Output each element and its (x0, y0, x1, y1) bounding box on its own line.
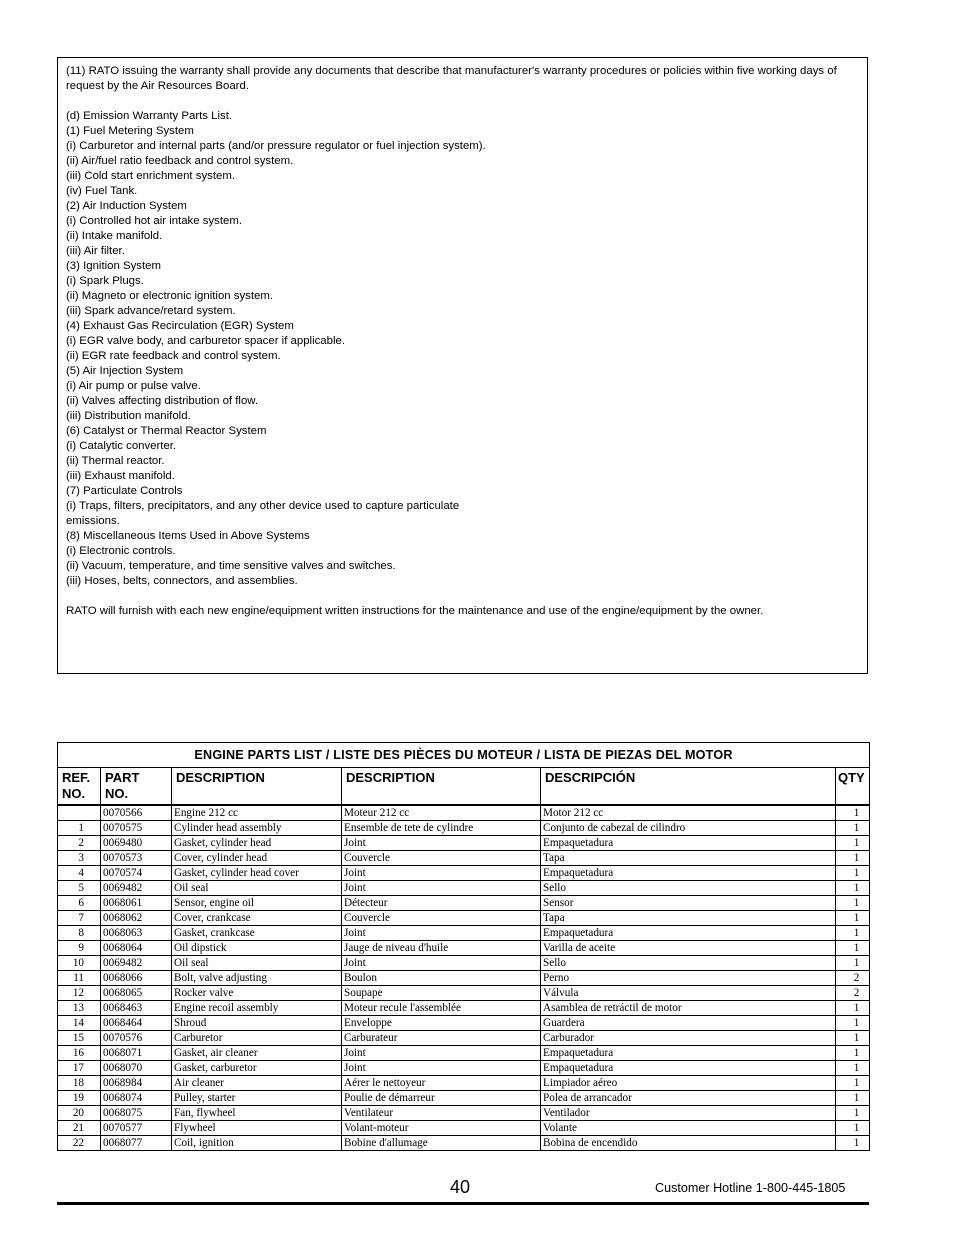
warranty-line: (2) Air Induction System (66, 200, 187, 212)
part-no-cell: 0068061 (101, 896, 172, 911)
description-en-cell: Bolt, valve adjusting (172, 971, 342, 986)
description-fr-cell: Poulie de démarreur (342, 1091, 541, 1106)
description-fr-cell: Ventilateur (342, 1106, 541, 1121)
description-es-cell: Empaquetadura (541, 1061, 836, 1076)
part-no-cell: 0068071 (101, 1046, 172, 1061)
description-en-cell: Cylinder head assembly (172, 821, 342, 836)
ref-no-cell (58, 805, 101, 821)
qty-cell: 1 (836, 1106, 870, 1121)
ref-no-cell: 14 (58, 1016, 101, 1031)
part-no-cell: 0070576 (101, 1031, 172, 1046)
qty-cell: 1 (836, 881, 870, 896)
description-en-cell: Shroud (172, 1016, 342, 1031)
warranty-line: (ii) Thermal reactor. (66, 455, 165, 467)
description-fr-cell: Ensemble de tete de cylindre (342, 821, 541, 836)
description-fr-cell: Couvercle (342, 911, 541, 926)
description-en-cell: Coil, ignition (172, 1136, 342, 1151)
description-en-cell: Gasket, crankcase (172, 926, 342, 941)
parts-table-body (58, 805, 870, 1151)
description-es-cell: Guardera (541, 1016, 836, 1031)
header-description-en: DESCRIPTION (172, 768, 342, 806)
warranty-line: (i) Controlled hot air intake system. (66, 215, 242, 227)
warranty-line: (6) Catalyst or Thermal Reactor System (66, 425, 267, 437)
qty-cell: 1 (836, 926, 870, 941)
description-fr-cell: Joint (342, 926, 541, 941)
warranty-line: (i) Carburetor and internal parts (and/or pressure regulator or fuel injection system). (66, 140, 486, 152)
description-es-cell: Bobina de encendido (541, 1136, 836, 1151)
table-row (58, 896, 870, 911)
description-en-cell: Oil seal (172, 956, 342, 971)
table-row (58, 1121, 870, 1136)
qty-cell: 2 (836, 986, 870, 1001)
description-es-cell: Carburador (541, 1031, 836, 1046)
qty-cell: 1 (836, 866, 870, 881)
warranty-line: (i) Electronic controls. (66, 545, 176, 557)
part-no-cell: 0070573 (101, 851, 172, 866)
paragraph-spacer (66, 94, 853, 109)
header-ref-no (58, 768, 101, 806)
qty-cell: 1 (836, 1016, 870, 1031)
header-description-es: DESCRIPCIÓN (541, 768, 836, 806)
table-row (58, 1136, 870, 1151)
description-en-cell: Carburetor (172, 1031, 342, 1046)
table-row (58, 956, 870, 971)
qty-cell: 1 (836, 941, 870, 956)
part-no-cell: 0068062 (101, 911, 172, 926)
qty-cell: 1 (836, 1076, 870, 1091)
ref-no-cell: 1 (58, 821, 101, 836)
description-es-cell: Empaquetadura (541, 1046, 836, 1061)
ref-no-cell: 9 (58, 941, 101, 956)
warranty-line: (ii) EGR rate feedback and control system. (66, 350, 281, 362)
description-fr-cell: Jauge de niveau d'huile (342, 941, 541, 956)
description-es-cell: Varilla de aceite (541, 941, 836, 956)
ref-no-cell: 11 (58, 971, 101, 986)
warranty-line: (1) Fuel Metering System (66, 125, 194, 137)
warranty-line: (i) Catalytic converter. (66, 440, 177, 452)
description-es-cell: Polea de arrancador (541, 1091, 836, 1106)
description-en-cell: Air cleaner (172, 1076, 342, 1091)
warranty-line: RATO will furnish with each new engine/equipment written instructions for the maintenance and use of the engine/equipment by the owner. (66, 605, 764, 617)
description-en-cell: Oil dipstick (172, 941, 342, 956)
description-fr-cell: Aérer le nettoyeur (342, 1076, 541, 1091)
part-no-cell: 0068064 (101, 941, 172, 956)
qty-cell: 1 (836, 1136, 870, 1151)
part-no-cell: 0068984 (101, 1076, 172, 1091)
warranty-text (66, 64, 853, 619)
engine-parts-table (57, 742, 870, 1151)
description-fr-cell: Carburateur (342, 1031, 541, 1046)
page-number: 40 (450, 1177, 471, 1197)
part-no-cell: 0070566 (101, 805, 172, 821)
part-no-cell: 0068463 (101, 1001, 172, 1016)
table-row (58, 851, 870, 866)
description-fr-cell: Couvercle (342, 851, 541, 866)
warranty-line: (3) Ignition System (66, 260, 161, 272)
table-row (58, 1076, 870, 1091)
qty-cell: 1 (836, 821, 870, 836)
warranty-line: (ii) Vacuum, temperature, and time sensitive valves and switches. (66, 560, 396, 572)
header-part-no (101, 768, 172, 806)
qty-cell: 1 (836, 1031, 870, 1046)
table-row (58, 1046, 870, 1061)
ref-no-cell: 15 (58, 1031, 101, 1046)
description-fr-cell: Bobine d'allumage (342, 1136, 541, 1151)
description-es-cell: Empaquetadura (541, 836, 836, 851)
description-es-cell: Sello (541, 881, 836, 896)
description-es-cell: Motor 212 cc (541, 805, 836, 821)
description-fr-cell: Volant-moteur (342, 1121, 541, 1136)
warranty-line: (iii) Exhaust manifold. (66, 470, 175, 482)
qty-cell: 1 (836, 1061, 870, 1076)
description-fr-cell: Joint (342, 836, 541, 851)
description-fr-cell: Joint (342, 1046, 541, 1061)
description-en-cell: Engine 212 cc (172, 805, 342, 821)
warranty-line: (7) Particulate Controls (66, 485, 183, 497)
description-es-cell: Empaquetadura (541, 926, 836, 941)
description-en-cell: Cover, crankcase (172, 911, 342, 926)
description-fr-cell: Joint (342, 956, 541, 971)
part-no-cell: 0069480 (101, 836, 172, 851)
warranty-line: (ii) Valves affecting distribution of flow. (66, 395, 259, 407)
qty-cell: 1 (836, 1121, 870, 1136)
description-es-cell: Tapa (541, 911, 836, 926)
warranty-line: (4) Exhaust Gas Recirculation (EGR) System (66, 320, 294, 332)
qty-cell: 1 (836, 1046, 870, 1061)
part-no-cell: 0068065 (101, 986, 172, 1001)
description-es-cell: Perno (541, 971, 836, 986)
warranty-line: (8) Miscellaneous Items Used in Above Systems (66, 530, 310, 542)
warranty-line: (i) Air pump or pulse valve. (66, 380, 201, 392)
description-en-cell: Gasket, cylinder head (172, 836, 342, 851)
description-es-cell: Conjunto de cabezal de cilindro (541, 821, 836, 836)
warranty-section (57, 57, 868, 674)
description-en-cell: Engine recoil assembly (172, 1001, 342, 1016)
table-row (58, 1106, 870, 1121)
ref-no-cell: 2 (58, 836, 101, 851)
warranty-line: (5) Air Injection System (66, 365, 184, 377)
part-no-cell: 0069482 (101, 956, 172, 971)
parts-table-title: ENGINE PARTS LIST / LISTE DES PIÈCES DU MOTEUR / LISTA DE PIEZAS DEL MOTOR (58, 743, 870, 768)
qty-cell: 1 (836, 1001, 870, 1016)
qty-cell: 1 (836, 836, 870, 851)
part-no-cell: 0068066 (101, 971, 172, 986)
warranty-line: (iii) Spark advance/retard system. (66, 305, 236, 317)
qty-cell: 1 (836, 805, 870, 821)
table-row (58, 836, 870, 851)
description-en-cell: Fan, flywheel (172, 1106, 342, 1121)
table-row (58, 881, 870, 896)
warranty-line: (iv) Fuel Tank. (66, 185, 138, 197)
description-fr-cell: Détecteur (342, 896, 541, 911)
description-es-cell: Sensor (541, 896, 836, 911)
warranty-line: (i) Spark Plugs. (66, 275, 144, 287)
description-en-cell: Gasket, cylinder head cover (172, 866, 342, 881)
ref-no-cell: 7 (58, 911, 101, 926)
warranty-line: (iii) Air filter. (66, 245, 125, 257)
table-row (58, 1031, 870, 1046)
description-en-cell: Gasket, air cleaner (172, 1046, 342, 1061)
description-es-cell: Limpiador aéreo (541, 1076, 836, 1091)
qty-cell: 1 (836, 851, 870, 866)
table-row (58, 911, 870, 926)
part-no-cell: 0068063 (101, 926, 172, 941)
qty-cell: 2 (836, 971, 870, 986)
description-fr-cell: Moteur recule l'assemblée (342, 1001, 541, 1016)
part-no-cell: 0068070 (101, 1061, 172, 1076)
description-fr-cell: Soupape (342, 986, 541, 1001)
customer-hotline: Customer Hotline 1-800-445-1805 (655, 1181, 846, 1195)
warranty-line: (i) EGR valve body, and carburetor spacer if applicable. (66, 335, 345, 347)
header-ref-line2: NO. (62, 786, 86, 801)
part-no-cell: 0068074 (101, 1091, 172, 1106)
part-no-cell: 0070574 (101, 866, 172, 881)
ref-no-cell: 12 (58, 986, 101, 1001)
description-en-cell: Pulley, starter (172, 1091, 342, 1106)
description-en-cell: Cover, cylinder head (172, 851, 342, 866)
ref-no-cell: 13 (58, 1001, 101, 1016)
ref-no-cell: 16 (58, 1046, 101, 1061)
ref-no-cell: 5 (58, 881, 101, 896)
warranty-line: (i) Traps, filters, precipitators, and any other device used to capture particulate (66, 500, 460, 512)
table-row (58, 805, 870, 821)
description-es-cell: Empaquetadura (541, 866, 836, 881)
ref-no-cell: 21 (58, 1121, 101, 1136)
part-no-cell: 0069482 (101, 881, 172, 896)
warranty-line: emissions. (66, 515, 120, 527)
description-es-cell: Sello (541, 956, 836, 971)
part-no-cell: 0068075 (101, 1106, 172, 1121)
description-fr-cell: Moteur 212 cc (342, 805, 541, 821)
qty-cell: 1 (836, 956, 870, 971)
part-no-cell: 0070575 (101, 821, 172, 836)
part-no-cell: 0068077 (101, 1136, 172, 1151)
description-fr-cell: Joint (342, 1061, 541, 1076)
table-row (58, 821, 870, 836)
ref-no-cell: 19 (58, 1091, 101, 1106)
header-part-line2: NO. (105, 786, 129, 801)
header-ref-line1: REF. (62, 770, 91, 785)
warranty-line: (ii) Magneto or electronic ignition system. (66, 290, 274, 302)
table-row (58, 1001, 870, 1016)
description-es-cell: Ventilador (541, 1106, 836, 1121)
description-fr-cell: Boulon (342, 971, 541, 986)
description-en-cell: Rocker valve (172, 986, 342, 1001)
warranty-line: (iii) Distribution manifold. (66, 410, 191, 422)
header-description-fr: DESCRIPTION (342, 768, 541, 806)
ref-no-cell: 18 (58, 1076, 101, 1091)
description-es-cell: Volante (541, 1121, 836, 1136)
ref-no-cell: 3 (58, 851, 101, 866)
table-row (58, 866, 870, 881)
description-en-cell: Sensor, engine oil (172, 896, 342, 911)
description-es-cell: Tapa (541, 851, 836, 866)
part-no-cell: 0068464 (101, 1016, 172, 1031)
qty-cell: 1 (836, 896, 870, 911)
ref-no-cell: 6 (58, 896, 101, 911)
table-row (58, 1091, 870, 1106)
ref-no-cell: 4 (58, 866, 101, 881)
qty-cell: 1 (836, 1091, 870, 1106)
description-en-cell: Oil seal (172, 881, 342, 896)
warranty-line: (d) Emission Warranty Parts List. (66, 110, 233, 122)
description-en-cell: Flywheel (172, 1121, 342, 1136)
ref-no-cell: 8 (58, 926, 101, 941)
table-row (58, 1016, 870, 1031)
description-fr-cell: Enveloppe (342, 1016, 541, 1031)
table-row (58, 1061, 870, 1076)
warranty-line: (ii) Intake manifold. (66, 230, 163, 242)
header-qty: QTY (836, 768, 870, 806)
table-row (58, 971, 870, 986)
ref-no-cell: 10 (58, 956, 101, 971)
table-row (58, 941, 870, 956)
table-row (58, 986, 870, 1001)
ref-no-cell: 17 (58, 1061, 101, 1076)
paragraph-spacer (66, 589, 853, 604)
description-es-cell: Asamblea de retráctil de motor (541, 1001, 836, 1016)
description-fr-cell: Joint (342, 866, 541, 881)
description-en-cell: Gasket, carburetor (172, 1061, 342, 1076)
description-es-cell: Válvula (541, 986, 836, 1001)
ref-no-cell: 20 (58, 1106, 101, 1121)
ref-no-cell: 22 (58, 1136, 101, 1151)
qty-cell: 1 (836, 911, 870, 926)
footer-rule (57, 1202, 869, 1205)
warranty-line: (ii) Air/fuel ratio feedback and control system. (66, 155, 294, 167)
description-fr-cell: Joint (342, 881, 541, 896)
warranty-line: (iii) Cold start enrichment system. (66, 170, 236, 182)
header-part-line1: PART (105, 770, 140, 785)
part-no-cell: 0070577 (101, 1121, 172, 1136)
table-row (58, 926, 870, 941)
warranty-line: (11) RATO issuing the warranty shall provide any documents that describe that manufacturer's warranty procedures or policies within five working days of request by the Air Resources Board. (66, 65, 837, 92)
warranty-line: (iii) Hoses, belts, connectors, and assemblies. (66, 575, 298, 587)
